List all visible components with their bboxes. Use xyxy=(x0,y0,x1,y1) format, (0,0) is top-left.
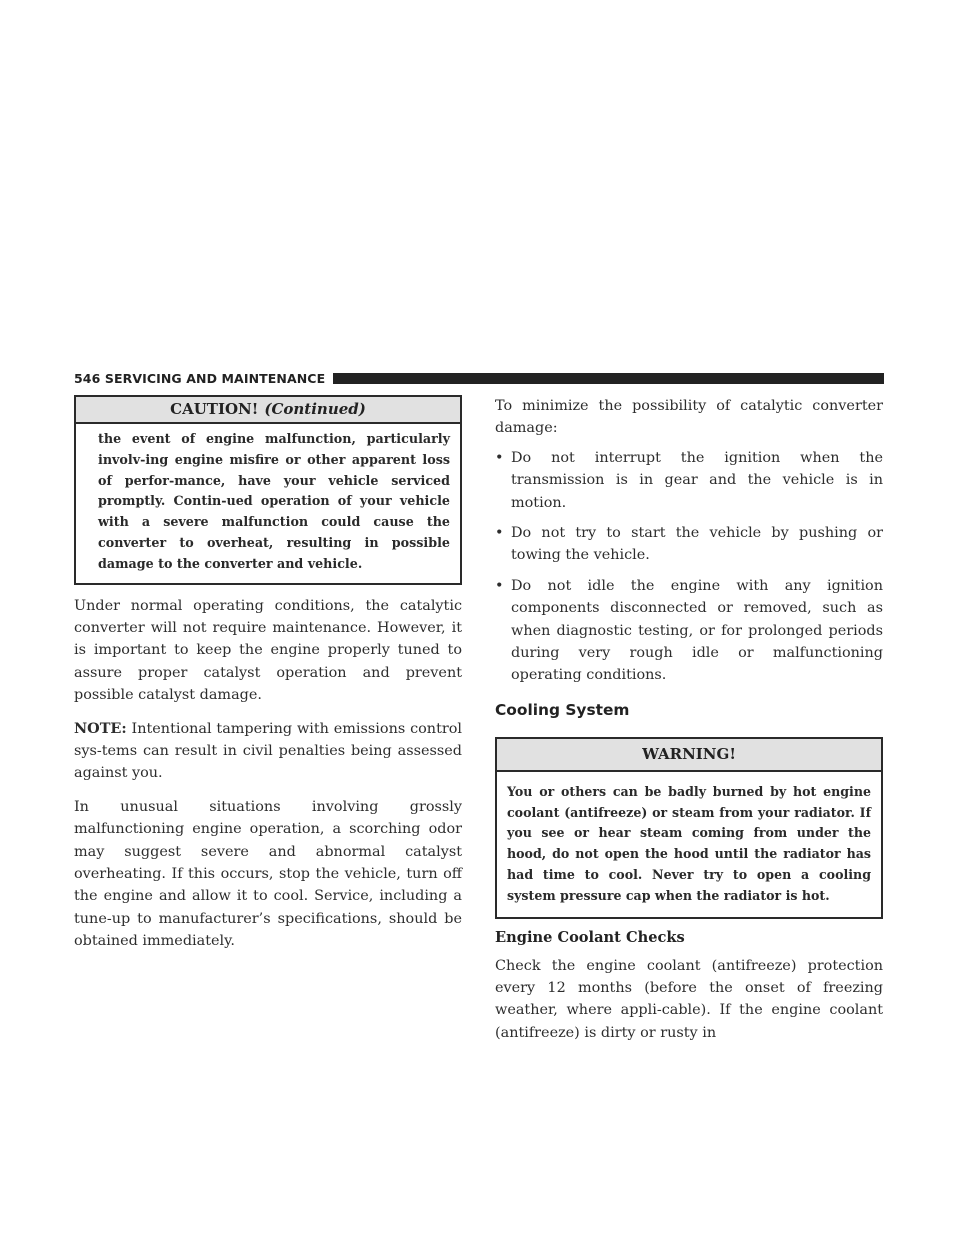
bullet-text: Do not idle the engine with any ignition components disconnected or removed, such as when diagnostic testing, or for prolonged periods during very rough idle or malfunctioning operating conditions. xyxy=(511,577,883,684)
caution-box xyxy=(74,395,462,585)
section-title: SERVICING AND MAINTENANCE xyxy=(104,370,326,386)
paragraph-intro: To minimize the possibility of catalytic converter damage: xyxy=(495,398,883,437)
bullet-list xyxy=(495,447,883,687)
section-heading-cooling: Cooling System xyxy=(495,700,630,719)
caution-body: the event of engine malfunction, particularly involv-ing engine misfire or other apparent loss of perfor-mance, have your vehicle serviced promptly. Contin-ued operation of your vehicle with a severe malfunction could cause the converter to overheat, resulting in possible damage to the converter and vehicle. xyxy=(98,431,450,571)
bullet-text: Do not interrupt the ignition when the transmission is in gear and the vehicle is in motion. xyxy=(511,449,883,511)
header-rule xyxy=(333,373,884,384)
caution-title xyxy=(76,397,460,424)
list-item xyxy=(495,522,883,567)
paragraph-maintenance: Under normal operating conditions, the catalytic converter will not require maintenance. However, it is important to keep the engine properly tuned to assure proper catalyst operation and prevent possible catalyst damage. xyxy=(74,597,462,704)
note-paragraph xyxy=(74,718,462,785)
left-column xyxy=(74,395,462,953)
right-column xyxy=(495,395,883,1044)
caution-continued: (Continued) xyxy=(264,400,366,418)
bullet-dot: • xyxy=(495,525,504,542)
list-item xyxy=(495,575,883,687)
running-header xyxy=(74,370,884,386)
paragraph-overheating: In unusual situations involving grossly malfunctioning engine operation, a scorching odor may suggest severe and abnormal catalyst overheating. If this occurs, stop the vehicle, turn off the engine and allow it to cool. Service, including a tune-up to manufacturer’s specifications, should be obtained immediately. xyxy=(74,798,462,950)
bullet-dot: • xyxy=(495,449,504,466)
paragraph-coolant-check: Check the engine coolant (antifreeze) protection every 12 months (before the onset of freezing weather, where appli-cable). If the engine coolant (antifreeze) is dirty or rusty in xyxy=(495,957,883,1041)
warning-body: You or others can be badly burned by hot engine coolant (antifreeze) or steam from your radiator. If you see or hear steam coming from under the hood, do not open the hood until the radiator has had time to cool. Never try to open a cooling system pressure cap when the radiator is hot. xyxy=(507,783,871,903)
bullet-dot: • xyxy=(495,577,504,594)
warning-title: WARNING! xyxy=(497,739,881,772)
bullet-text: Do not try to start the vehicle by pushing or towing the vehicle. xyxy=(511,525,883,564)
note-label: NOTE: xyxy=(74,719,127,737)
list-item xyxy=(495,447,883,514)
warning-box xyxy=(495,737,883,919)
note-text: Intentional tampering with emissions control sys-tems can result in civil penalties being assessed against you. xyxy=(74,720,462,782)
caution-label: CAUTION! xyxy=(170,400,259,418)
page-number: 546 xyxy=(74,370,101,386)
header-text xyxy=(74,371,333,386)
sub-heading-coolant: Engine Coolant Checks xyxy=(495,928,685,946)
